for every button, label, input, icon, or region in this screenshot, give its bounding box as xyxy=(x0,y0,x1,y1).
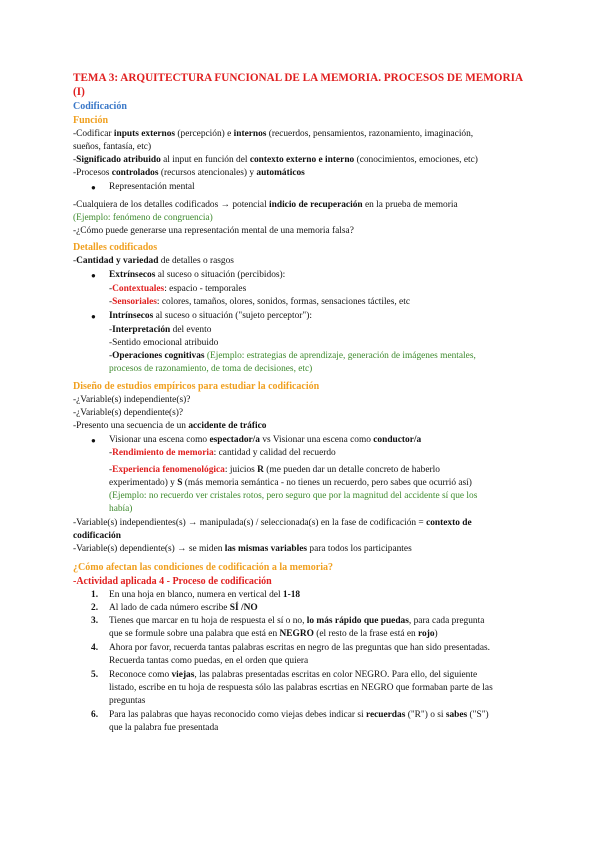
subheading-condiciones: ¿Cómo afectan las condiciones de codificación a la memoria? xyxy=(73,562,333,573)
list-item: Reconoce como viejas, las palabras presentadas escritas en color NEGRO. Para ello, del siguiente xyxy=(109,670,478,680)
text-line: Intrínsecos al suceso o situación ("sujeto perceptor"): xyxy=(109,311,312,321)
example-text: (Ejemplo: no recuerdo ver cristales rotos, pero seguro que por la magnitud del accidente sí que los xyxy=(109,491,478,501)
text-line: -Significado atribuido al input en función del contexto externo e interno (conocimientos, emociones, etc) xyxy=(73,155,478,165)
text-line: -Codificar inputs externos (percepción) e internos (recuerdos, pensamientos, razonamiento, imaginación, xyxy=(73,129,474,139)
example-text: (Ejemplo: fenómeno de congruencia) xyxy=(73,213,213,223)
text-line: -Operaciones cognitivas (Ejemplo: estrategias de aprendizaje, generación de imágenes mentales, xyxy=(109,351,476,361)
list-item-cont: listado, escribe en tu hoja de respuesta sólo las palabras escrtias en NEGRO que formaban parte de las xyxy=(109,683,493,693)
list-number: 5. xyxy=(91,670,99,680)
list-number: 2. xyxy=(91,603,99,613)
text-line: -Cantidad y variedad de detalles o rasgos xyxy=(73,256,234,266)
list-item-cont: Recuerda tantas como puedas, en el orden que quiera xyxy=(109,656,309,666)
list-item: Ahora por favor, recuerda tantas palabras escritas en negro de las preguntas que han sido presentadas. xyxy=(109,643,490,653)
subheading-detalles: Detalles codificados xyxy=(73,242,158,253)
text-line: -Variable(s) dependiente(s) → se miden las mismas variables para todos los participantes xyxy=(73,544,412,554)
text-line: -Contextuales: espacio - temporales xyxy=(109,284,247,294)
list-item: Tienes que marcar en tu hoja de respuesta el sí o no, lo más rápido que puedas, para cada pregunta xyxy=(109,616,485,626)
text-line: -¿Cómo puede generarse una representación mental de una memoria falsa? xyxy=(73,226,354,236)
list-number: 4. xyxy=(91,643,99,653)
text-line: -Presento una secuencia de un accidente de tráfico xyxy=(73,421,267,431)
section-heading-codificacion: Codificación xyxy=(73,101,127,112)
text-line: Representación mental xyxy=(109,182,195,192)
bullet-icon: ● xyxy=(91,183,96,192)
text-line: -¿Variable(s) independiente(s)? xyxy=(73,395,191,405)
list-item: Para las palabras que hayas reconocido como viejas debes indicar si recuerdas ("R") o si sabes ("S") xyxy=(109,710,489,720)
text-line: experimentado) y S (más memoria semántica - no tienes un recuerdo, pero sabes que ocurrió así) xyxy=(109,478,472,488)
text-line: codificación xyxy=(73,531,121,541)
bullet-icon: ● xyxy=(91,312,96,321)
text-line: -Sentido emocional atribuido xyxy=(109,338,219,348)
list-item-cont: que la palabra fue presentada xyxy=(109,723,219,733)
list-item: En una hoja en blanco, numera en vertical del 1-18 xyxy=(109,590,301,600)
text-line: Visionar una escena como espectador/a vs Visionar una escena como conductor/a xyxy=(109,435,422,445)
list-item-cont: preguntas xyxy=(109,696,146,706)
example-text: había) xyxy=(109,504,133,514)
list-item-cont: que se formule sobre una palabra que está en NEGRO (el resto de la frase está en rojo) xyxy=(109,629,438,639)
subheading-funcion: Función xyxy=(73,115,109,126)
text-line: -Cualquiera de los detalles codificados → potencial indicio de recuperación en la prueba de memoria xyxy=(73,200,458,210)
page-title-cont: (I) xyxy=(73,86,85,98)
text-line: -Sensoriales: colores, tamaños, olores, sonidos, formas, sensaciones táctiles, etc xyxy=(109,297,410,307)
activity-heading: -Actividad aplicada 4 - Proceso de codificación xyxy=(73,576,272,587)
example-text: procesos de razonamiento, de toma de decisiones, etc) xyxy=(109,364,313,374)
text-line: -Experiencia fenomenológica: juicios R (me pueden dar un detalle concreto de haberlo xyxy=(109,465,440,475)
text-line: -¿Variable(s) dependiente(s)? xyxy=(73,408,184,418)
text-line: sueños, fantasía, etc) xyxy=(73,142,152,152)
text-line: -Interpretación del evento xyxy=(109,325,212,335)
bullet-icon: ● xyxy=(91,436,96,445)
text-line: -Rendimiento de memoria: cantidad y calidad del recuerdo xyxy=(109,448,336,458)
page-title: TEMA 3: ARQUITECTURA FUNCIONAL DE LA MEMORIA. PROCESOS DE MEMORIA xyxy=(73,72,524,84)
text-line: -Variable(s) independientes(s) → manipulada(s) / seleccionada(s) en la fase de codificación = contexto de xyxy=(73,518,472,528)
list-item: Al lado de cada número escribe SÍ /NO xyxy=(109,603,258,613)
bullet-icon: ● xyxy=(91,271,96,280)
list-number: 3. xyxy=(91,616,99,626)
list-number: 1. xyxy=(91,590,99,600)
list-number: 6. xyxy=(91,710,99,720)
text-line: -Procesos controlados (recursos atencionales) y automáticos xyxy=(73,168,305,178)
text-line: Extrínsecos al suceso o situación (percibidos): xyxy=(109,270,286,280)
subheading-diseno: Diseño de estudios empíricos para estudiar la codificación xyxy=(73,381,320,392)
